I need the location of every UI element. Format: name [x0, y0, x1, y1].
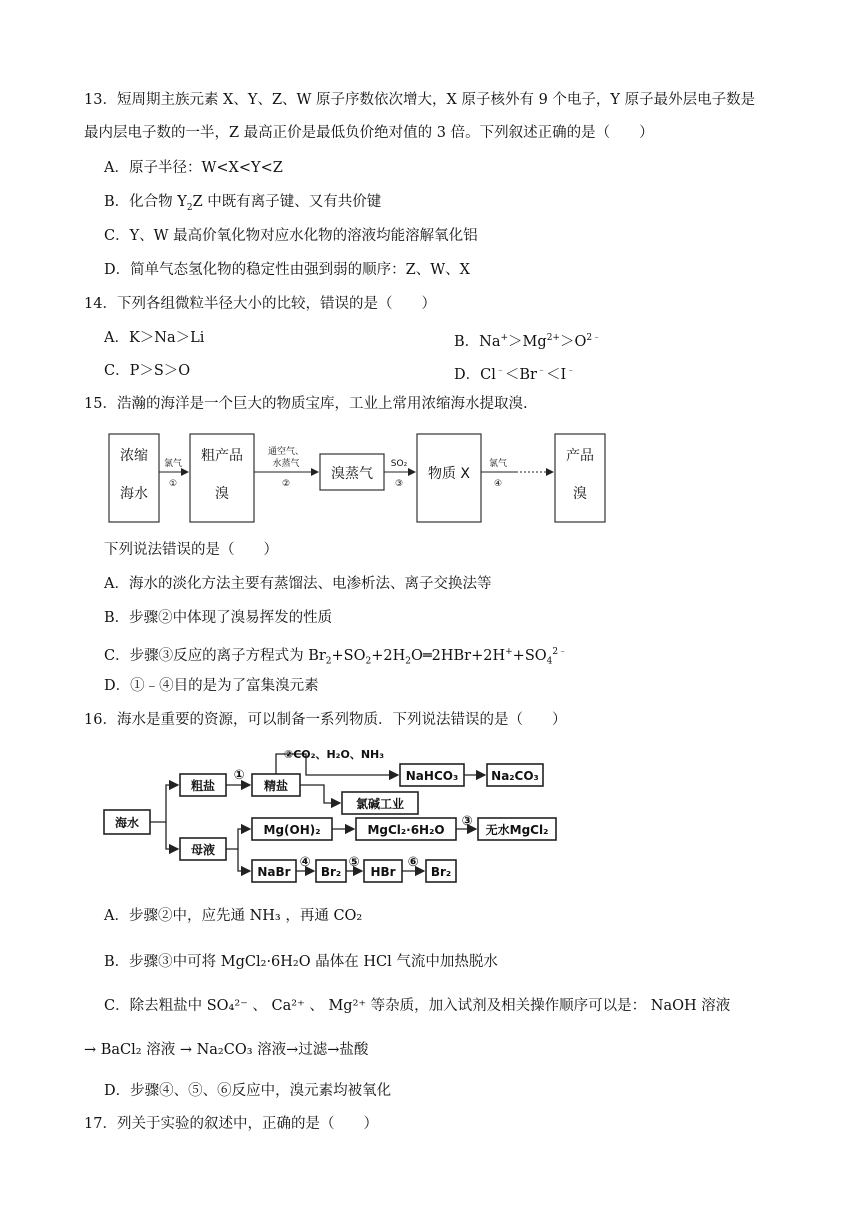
flow-arrow-label: 水蒸气 — [272, 459, 300, 469]
flow-text: 浓缩 — [120, 448, 148, 464]
q16-option-a: A．步骤②中，应先通 NH₃ ，再通 CO₂ — [104, 908, 363, 924]
flow-text: NaHCO₃ — [405, 769, 459, 783]
q16-stem: 16．海水是重要的资源，可以制备一系列物质．下列说法错误的是（ ） — [84, 712, 567, 728]
flow-text: MgCl₂·6H₂O — [367, 823, 445, 837]
q13-stem-line1: 13．短周期主族元素 X、Y、Z、W 原子序数依次增大，X 原子核外有 9 个电子，Y 原子最外层电子数是 — [84, 92, 756, 108]
flow-text: 母液 — [190, 843, 216, 857]
flow-arrow-label: SO₂ — [390, 459, 408, 469]
q14-option-a: A．K＞Na＞Li — [104, 330, 205, 346]
flow-step-label: ⑤ — [348, 855, 360, 870]
q15-stem: 15．浩瀚的海洋是一个巨大的物质宝库，工业上常用浓缩海水提取溴. — [84, 396, 528, 412]
flow-text: 海水 — [120, 486, 148, 502]
q15-option-c: C．步骤③反应的离子方程式为 $Br_2+SO_2+2H_2O═2HBr+2H^++SO_4^{2﹣}$ — [104, 647, 568, 667]
q15-option-b: B．步骤②中体现了溴易挥发的性质 — [104, 610, 333, 626]
q16-option-c-line1: C．除去粗盐中 SO₄²⁻ 、 Ca²⁺ 、 Mg²⁺ 等杂质，加入试剂及相关操作顺序可以是： NaOH 溶液 — [104, 998, 731, 1014]
flow-text: 粗盐 — [190, 779, 216, 793]
q17-stem: 17．列关于实验的叙述中，正确的是（ ） — [84, 1116, 378, 1132]
flow-text: 氯碱工业 — [355, 797, 405, 811]
flow-text: Br₂ — [430, 865, 452, 879]
flow-text: HBr — [370, 865, 396, 879]
flow-text: NaBr — [257, 865, 291, 879]
q16-option-c-line2: → BaCl₂ 溶液 → Na₂CO₃ 溶液→过滤→盐酸 — [84, 1042, 369, 1058]
flow-arrow-label: 氯气 — [488, 459, 508, 469]
flow-step-label: ④ — [299, 855, 311, 870]
q13-option-d: D．简单气态氢化物的稳定性由强到弱的顺序：Z、W、X — [104, 262, 470, 278]
flow-text: Mg(OH)₂ — [263, 823, 321, 837]
q14-option-d: D．Cl﹣＜Br﹣＜I﹣ — [454, 366, 576, 383]
q16-option-d: D．步骤④、⑤、⑥反应中，溴元素均被氧化 — [104, 1083, 392, 1099]
flow-step-label: ① — [233, 768, 245, 783]
q13-option-b: B．化合物 $Y_2Z$ 中既有离子键、又有共价键 — [104, 194, 382, 213]
q13-stem-line2: 最内层电子数的一半，Z 最高正价是最低负价绝对值的 3 倍。下列叙述正确的是（ ） — [84, 125, 654, 141]
flow-text: 无水MgCl₂ — [485, 823, 549, 837]
flow-text: 溴 — [573, 486, 587, 502]
q15-bromine-flow-diagram — [100, 428, 610, 528]
flow-text: 精盐 — [263, 779, 289, 793]
q13-option-a: A．原子半径：W<X<Y<Z — [104, 160, 283, 176]
q14-option-b: B．$Na^+>Mg^{2+}>O^{2﹣}$ — [454, 333, 602, 350]
flow-text: 溴蒸气 — [331, 466, 373, 482]
flow-text: 溴 — [215, 486, 229, 502]
flow-arrow-label: ① — [168, 479, 178, 489]
q14-stem: 14．下列各组微粒半径大小的比较，错误的是（ ） — [84, 296, 436, 312]
q15-option-d: D．①﹣④目的是为了富集溴元素 — [104, 678, 319, 694]
flow-arrow-label: 通空气、 — [267, 447, 305, 457]
flow-text: 物质 X — [427, 466, 471, 482]
q13-option-c: C．Y、W 最高价氧化物对应水化物的溶液均能溶解氧化铝 — [104, 228, 478, 244]
flow-arrow-label: ② — [281, 479, 291, 489]
q16-seawater-flow-diagram — [100, 746, 570, 891]
flow-arrow-label: 氯气 — [163, 459, 183, 469]
q15-sub-stem: 下列说法错误的是（ ） — [104, 542, 278, 558]
flow-text: Na₂CO₃ — [491, 769, 539, 783]
flow-text: 海水 — [114, 816, 140, 830]
flow-step-label: ②CO₂、H₂O、NH₃ — [283, 748, 385, 761]
flow-arrow-label: ④ — [493, 479, 503, 489]
flow-text: 产品 — [566, 448, 594, 464]
flow-step-label: ⑥ — [407, 855, 419, 870]
flow-step-label: ③ — [461, 814, 473, 829]
q16-option-b: B．步骤③中可将 MgCl₂·6H₂O 晶体在 HCl 气流中加热脱水 — [104, 954, 498, 970]
q14-option-c: C．P＞S＞O — [104, 363, 191, 379]
q15-option-a: A．海水的淡化方法主要有蒸馏法、电渗析法、离子交换法等 — [104, 576, 492, 592]
flow-text: Br₂ — [320, 865, 342, 879]
flow-text: 粗产品 — [201, 448, 243, 464]
flow-arrow-label: ③ — [394, 479, 404, 489]
